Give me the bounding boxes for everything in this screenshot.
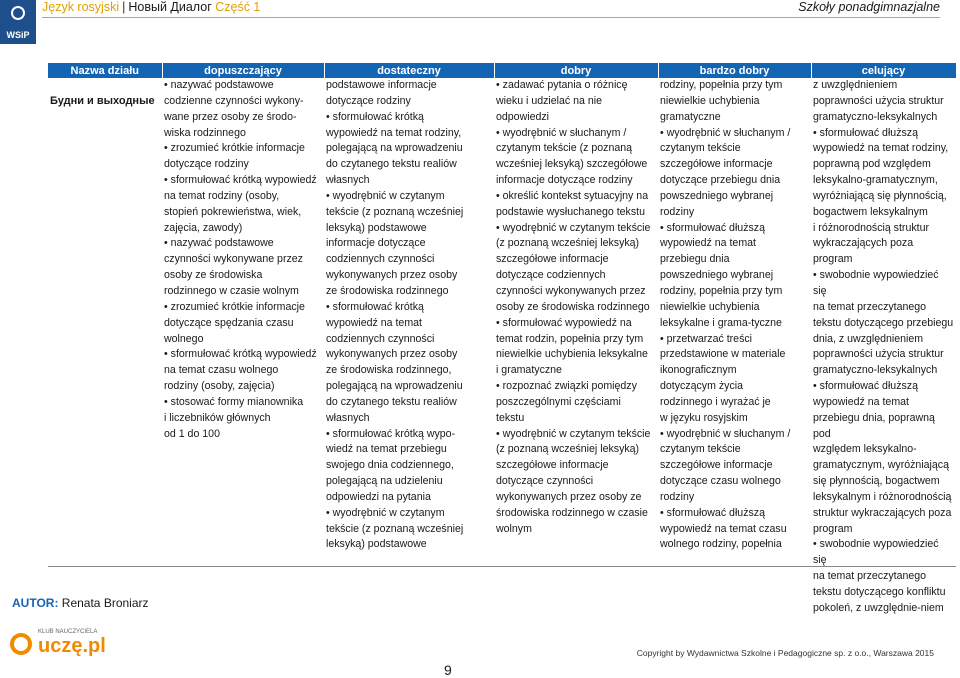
cell-dobry [494,78,658,617]
list-item: rodziny, popełnia przy tym niewielkie uchybienia gramatyczne [660,79,783,123]
list-item: • określić kontekst sytuacyjny na podstawie wysłuchanego tekstu [496,189,649,218]
textbook-name: Новый Диалог [128,0,212,14]
column-header: dostateczny [324,63,494,78]
header-divider [42,17,940,18]
list-item: • sformułować dłuższą wypowiedź na temat rodziny, poprawną pod względem leksykalno-gramatycznym, wyróżniającą się płynnością, bogactwem leksykalnym i różnorodnością struktur wykraczających poza program [813,126,949,266]
list-item: • zrozumieć krótkie informacje dotyczące spędzania czasu wolnego [164,300,305,345]
list-item: • sformułować wypowiedź na temat rodzin, popełnia przy tym niewielkie uchybienia leksykalne i gramatyczne [496,316,648,377]
header-separator: | [122,0,126,14]
author-label: AUTOR: [12,596,59,610]
cell-dopuszczajacy [162,78,324,617]
ucze-brand: uczę.pl [38,635,106,657]
page-number: 9 [444,662,452,678]
list-item: • wyodrębnić w słuchanym / czytanym tekście (z poznaną wcześniej leksyką) szczegółowe informacje dotyczące rodziny [496,126,648,187]
section-name: Будни и выходные [50,95,155,107]
list-item: • rozpoznać związki pomiędzy poszczególnymi częściami tekstu [496,380,637,424]
ucze-ring-icon [10,633,32,655]
list-item: • sformułować krótką wypowiedź na temat rodziny (osoby, stopień pokrewieństwa, wiek, zajęcia, zawody) [164,174,317,234]
list-item: • stosować formy mianownika i liczebników głównych od 1 do 100 [164,395,304,440]
author-credit [12,596,149,610]
cell-celujacy [811,78,956,617]
copyright: Copyright by Wydawnictwa Szkolne i Pedagogiczne sp. z o.o., Warszawa 2015 [636,648,934,658]
ucze-small-text: KLUB NAUCZYCIELA [38,629,98,635]
header-title [42,0,260,14]
table-header-row [48,63,956,78]
list-item: • zrozumieć krótkie informacje dotyczące rodziny [164,142,305,171]
wsip-logo: WSiP [0,0,36,44]
list-item: podstawowe informacje dotyczące rodziny [326,79,437,107]
list-item: • sformułować dłuższą wypowiedź na temat czasu wolnego rodziny, popełnia [660,506,787,551]
school-type: Szkoły ponadgimnazjalne [798,0,940,14]
page-header [42,0,940,16]
list-item: • wyodrębnić w czytanym tekście (z poznaną wcześniej leksyką) podstawowe [326,506,464,551]
list-item: • sformułować krótką wypowiedź na temat rodziny, polegającą na wprowadzeniu do czytanego tekstu realiów własnych [326,110,463,187]
column-header: dopuszczający [162,63,324,78]
list-item: • sformułować dłuższą wypowiedź na temat przebiegu dnia, poprawną pod względem leksykalno- gramatycznym, wyróżniającą się płynnością, bogactwem leksykalnym i różnorodnością struktur wykraczających poza program [813,380,952,535]
list-item: • wyodrębnić w czytanym tekście (z poznaną wcześniej leksyką) szczegółowe informacje dotyczące codziennych czynności wykonywanych przez osoby ze środowiska rodzinnego [496,221,651,313]
column-header: bardzo dobry [658,63,811,78]
column-header: celujący [811,63,956,78]
table-row [48,78,956,617]
list-item: • nazywać podstawowe czynności wykonywane przez osoby ze środowiska rodzinnego w czasie wolnym [164,237,303,297]
list-item: • nazywać podstawowe codzienne czynności wykony- wane przez osoby ze środo- wiska rodzinnego [164,79,304,139]
list-item: • przetwarzać treści przedstawione w materiale ikonograficznym dotyczącym życia rodzinnego i wyrażać je w języku rosyjskim [660,332,786,424]
list-item: • swobodnie wypowiedzieć się na temat przeczytanego tekstu dotyczącego przebiegu dnia, z uwzględnieniem poprawności użycia struktur gramatyczno-leksykalnych [813,269,954,377]
column-header: Nazwa działu [48,63,162,78]
list-item: • sformułować dłuższą wypowiedź na temat przebiegu dnia powszedniego wybranej rodziny, popełnia przy tym niewielkie uchybienia leksykalne i grama-tyczne [660,221,783,329]
cell-dostateczny [324,78,494,617]
author-name: Renata Broniarz [58,596,149,610]
list-item: • wyodrębnić w słuchanym / czytanym tekście szczegółowe informacje dotyczące czasu wolnego rodziny [660,427,791,503]
cell-bardzo-dobry [658,78,811,617]
part-label: Część 1 [215,0,261,14]
list-item: • zadawać pytania o różnicę wieku i udzielać na nie odpowiedzi [496,79,628,123]
list-item: • wyodrębnić w czytanym tekście (z poznaną wcześniej leksyką) podstawowe informacje dotyczące codziennych czynności wykonywanych przez osoby ze środowiska rodzinnego [326,189,464,297]
list-item: • sformułować krótką wypowiedź na temat czasu wolnego rodziny (osoby, zajęcia) [164,348,317,393]
list-item: • wyodrębnić w czytanym tekście (z poznaną wcześniej leksyką) szczegółowe informacje dotyczące czynności wykonywanych przez osoby ze środowiska rodzinnego w czasie wolnym [496,427,651,535]
list-item: • sformułować krótką wypowiedź na temat codziennych czynności wykonywanych przez osoby ze środowiska rodzinnego, polegającą na wprowadzeniu do czytanego tekstu realiów własnych [326,300,463,424]
course-name: Język rosyjski [42,0,120,14]
list-item: • swobodnie wypowiedzieć się na temat przeczytanego tekstu dotyczącego konfliktu pokoleń, z uwzględnie-niem [813,538,946,614]
table-bottom-border [48,566,956,567]
grading-table [48,63,957,617]
list-item: z uwzględnieniem poprawności użycia struktur gramatyczno-leksykalnych [813,79,944,123]
list-item: • wyodrębnić w słuchanym / czytanym tekście szczegółowe informacje dotyczące przebiegu dnia powszedniego wybranej rodziny [660,126,791,218]
ucze-logo [8,627,106,661]
list-item: • sformułować krótką wypo- wiedź na temat przebiegu swojego dnia codziennego, polegającą na udzieleniu odpowiedzi na pytania [326,427,456,503]
column-header: dobry [494,63,658,78]
